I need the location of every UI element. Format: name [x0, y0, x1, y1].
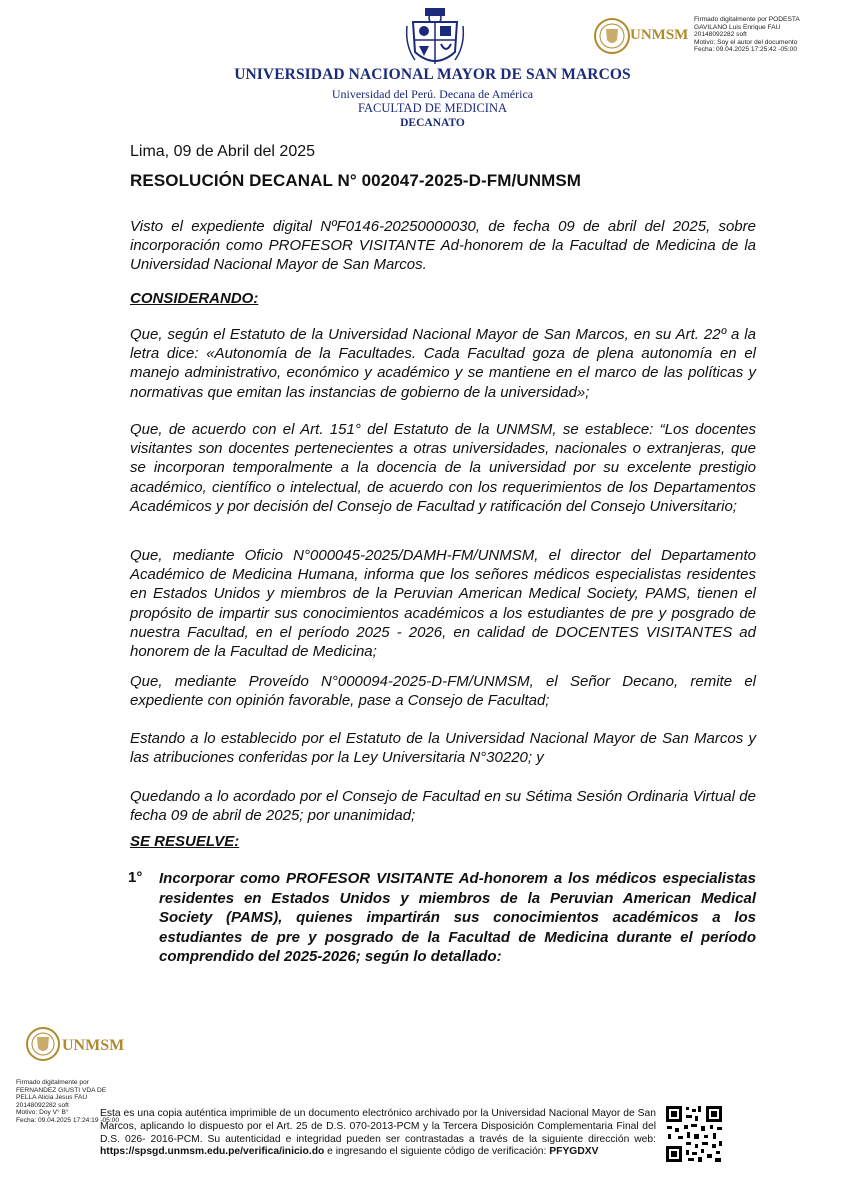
signature-line: 20148092282 soft — [16, 1101, 69, 1109]
verification-url[interactable]: https://spsgd.unmsm.edu.pe/verifica/inicio.do — [100, 1146, 325, 1158]
considerando-paragraph: Que, mediante Oficio N°000045-2025/DAMH-FM/UNMSM, el director del Departamento Académico de Medicina Humana, informa que los señores médicos especialistas residentes en Estados Unidos y miembros de la Peruvian American Medical Society, PAMS, tienen el propósito de impartir sus conocimientos académicos a los estudiantes de pre y posgrado de nuestra Facultad, en el período 2025 - 2026, en calidad de DOCENTES VISITANTES ad honorem de la Facultad de Medicina; — [130, 547, 756, 661]
signature-line: Fecha: 09.04.2025 17:24:19 -05:00 — [16, 1116, 120, 1124]
signature-line: 20148092282 soft — [694, 31, 747, 39]
resolution-article-number: 1° — [128, 869, 143, 886]
unmsm-seal-icon — [592, 16, 632, 56]
signature-line: PELLA Alicia Jesus FAU — [16, 1094, 88, 1102]
considerando-paragraph: Estando a lo establecido por el Estatuto de la Universidad Nacional Mayor de San Marcos y las atribuciones conferidas por la Ley Universitaria N°30220; y — [130, 730, 756, 767]
university-name: UNIVERSIDAD NACIONAL MAYOR DE SAN MARCOS — [234, 66, 631, 83]
footer-text: Esta es una copia auténtica imprimible de un documento electrónico archivado por la Universidad Nacional Mayor de San Marcos, aplicando lo dispuesto por el Art. 25 de D.S. 070-2013-PCM y la Tercera Disposición Complementaria Final del D.S. 026- 2016-PCM. Su autenticidad e integridad pueden ser contrastadas a través de la siguiente dirección web: — [100, 1108, 656, 1145]
unmsm-seal-icon — [24, 1024, 62, 1064]
considerando-paragraph: Que, de acuerdo con el Art. 151° del Estatuto de la UNMSM, se establece: “Los docentes visitantes son docentes pertenecientes a otras universidades, nacionales o extranjeras, que se incorporan temporalmente a la docencia de la universidad por su excelente prestigio académico, científico o intelectual, de acuerdo con los requerimientos de los Departamentos Académicos y por decisión del Consejo de Facultad y ratificación del Consejo Universitario; — [130, 421, 756, 515]
verification-code: PFYGDXV — [549, 1146, 599, 1158]
signature-line: Fecha: 09.04.2025 17:25:42 -05:00 — [694, 46, 798, 54]
digital-signature-top — [694, 16, 854, 54]
visto-paragraph: Visto el expediente digital NºF0146-20250000030, de fecha 09 de abril del 2025, sobre incorporación como PROFESOR VISITANTE Ad-honorem de la Facultad de Medicina de la Universidad Nacional Mayor de San Marcos. — [130, 218, 756, 274]
university-crest-icon — [405, 6, 465, 72]
authenticity-footer — [100, 1108, 656, 1159]
signature-line: Firmado digitalmente por — [16, 1079, 89, 1086]
university-subtitle: Universidad del Perú. Decana de América — [331, 87, 534, 101]
signature-line: Motivo: Soy el autor del documento — [694, 38, 798, 46]
document-date: Lima, 09 de Abril del 2025 — [130, 143, 316, 160]
considerando-paragraph: Quedando a lo acordado por el Consejo de Facultad en su Sétima Sesión Ordinaria Virtual de fecha 09 de abril de 2025; por unanimidad; — [130, 788, 756, 825]
considerando-paragraph: Que, según el Estatuto de la Universidad Nacional Mayor de San Marcos, en su Art. 22º a la letra dice: «Autonomía de la Facultades. Cada Facultad goza de plena autonomía en el manejo administrativo, económico y académico y se mantiene en el marco de las políticas y normativas que emitan las instancias de gobierno de la universidad»; — [130, 326, 756, 401]
signature-line: FERNANDEZ GIUSTI VDA DE — [16, 1086, 107, 1094]
considerando-paragraph: Que, mediante Proveído N°000094-2025-D-FM/UNMSM, el Señor Decano, remite el expediente con opinión favorable, pase a Consejo de Facultad; — [130, 673, 756, 710]
resuelve-heading: SE RESUELVE: — [130, 833, 240, 850]
unmsm-logo-text: UNMSM — [630, 27, 689, 43]
unmsm-logo-text: UNMSM — [62, 1037, 125, 1054]
qr-code-icon — [664, 1104, 724, 1164]
faculty-name: FACULTAD DE MEDICINA — [358, 101, 507, 115]
signature-line: Motivo: Doy V° B° — [16, 1109, 69, 1117]
resolution-article-text: Incorporar como PROFESOR VISITANTE Ad-honorem a los médicos especialistas residentes en Estados Unidos y miembros de la Peruvian American Medical Society (PAMS), quienes impartirán sus conocimientos académicos a los estudiantes de pre y posgrado de la Facultad de Medicina durante el período comprendido del 2025-2026; según lo detallado: — [159, 870, 756, 966]
signature-line: Firmado digitalmente por PODESTA — [694, 16, 800, 23]
signature-line: GAVILANO Luis Enrique FAU — [694, 23, 781, 31]
footer-text: e ingresando el siguiente código de verificación: — [327, 1146, 547, 1158]
resolution-title: RESOLUCIÓN DECANAL N° 002047-2025-D-FM/UNMSM — [130, 171, 582, 190]
considerando-heading: CONSIDERANDO: — [130, 290, 259, 307]
office-name: DECANATO — [400, 117, 465, 129]
